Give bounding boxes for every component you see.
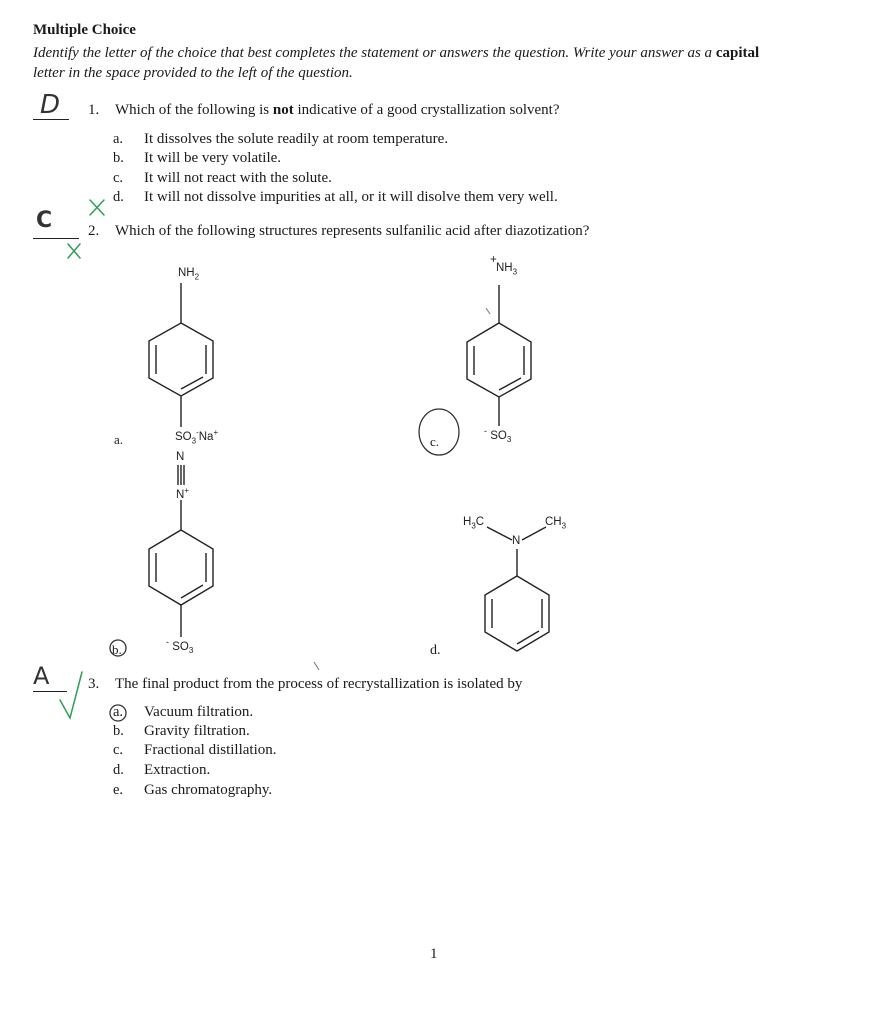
structure-d-bond-left-methyl [487,527,512,540]
q1-number: 1. [88,102,100,118]
q1-text-after: indicative of a good crystallization solvent? [297,102,560,118]
q2-handwritten-answer: C [36,208,53,233]
structure-d-ch3: $CH_3$ [545,516,567,531]
instructions-text-before: Identify the letter of the choice that best completes the statement or answers the question. Write your answer as a [33,45,713,61]
structure-a-benzene-ring [149,323,213,396]
q3-option-a-text: Vacuum filtration. [144,704,254,720]
structure-a-nh2: $NH_2$ [178,267,200,282]
q3-text: The final product from the process of recrystallization is isolated by [115,676,523,692]
structure-b-n2: N+ [176,486,189,501]
q3-option-b-text: Gravity filtration. [144,723,250,739]
q3-check-mark-icon [60,672,82,718]
structure-c-letter: c. [430,434,440,449]
q1-option-b-text: It will be very volatile. [144,150,282,166]
q1-handwritten-answer: D [40,90,61,120]
structure-a-letter: a. [114,432,124,447]
q2-circled-choice-c [419,409,459,455]
q1-option-a-text: It dissolves the solute readily at room temperature. [144,131,449,147]
structure-b-letter: b. [112,642,122,657]
q3-option-c-text: Fractional distillation. [144,742,277,758]
structure-b-inner-bond-3 [181,585,203,598]
structure-d-benzene-ring [485,576,549,651]
structure-d-letter: d. [430,643,441,658]
q3-option-b-letter: b. [113,723,124,739]
q3-option-d-letter: d. [113,762,124,778]
q1-option-c-text: It will not react with the solute. [144,170,332,186]
section-title: Multiple Choice [33,22,136,38]
q1-text-bold: not [272,102,294,118]
page-number: 1 [430,946,438,962]
q1-option-d-letter: d. [113,189,124,205]
structure-b-bottom-label: - $SO_3$ [166,637,194,656]
q1-option-c-letter: c. [113,170,124,186]
stray-mark [314,662,319,670]
structure-a [149,283,213,427]
structure-c-bottom-label: - $SO_3$ [484,426,512,445]
structure-b [149,465,213,637]
q2-text: Which of the following structures represents sulfanilic acid after diazotization? [115,223,590,239]
structure-a-inner-bond-3 [181,377,203,389]
q3-circled-choice-a [110,705,126,721]
q1-option-d-text: It will not dissolve impurities at all, or it will disolve them very well. [144,189,558,205]
structure-c [467,285,531,426]
q1-option-b-letter: b. [113,150,124,166]
q3-option-e-letter: e. [113,782,124,798]
q1-option-a-letter: a. [113,131,124,147]
q3-option-e-text: Gas chromatography. [144,782,273,798]
q2-circled-choice-b [110,640,126,656]
structure-c-top-label: + $NH_3$ [490,254,518,277]
structure-c-benzene-ring [467,323,531,397]
q3-handwritten-answer: A [33,662,50,690]
structure-b-benzene-ring [149,530,213,605]
structure-a-so3na: $SO_3^-Na^+$ [175,428,219,446]
q3-option-c-letter: c. [113,742,124,758]
structure-d-inner-bond-3 [517,631,539,644]
structure-c-inner-bond-3 [499,378,521,390]
stray-mark [486,308,490,314]
q3-option-d-text: Extraction. [144,762,211,778]
structure-d-n: N [512,535,521,547]
instructions-bold-word: capital [715,45,760,61]
q1-text-before: Which of the following is [115,102,270,118]
structure-b-n1: N [176,451,185,463]
q1-wrong-mark-icon [90,200,104,215]
structure-d-bond-right-methyl [522,527,546,540]
instructions-text-after: letter in the space provided to the left of the question. [33,65,353,81]
q3-option-a-letter: a. [113,704,124,720]
q2-wrong-mark-icon [68,244,80,258]
structure-d [485,527,549,651]
q3-number: 3. [88,676,100,692]
q2-number: 2. [88,223,100,239]
structure-d-h3c: $H_3C$ [463,516,485,531]
